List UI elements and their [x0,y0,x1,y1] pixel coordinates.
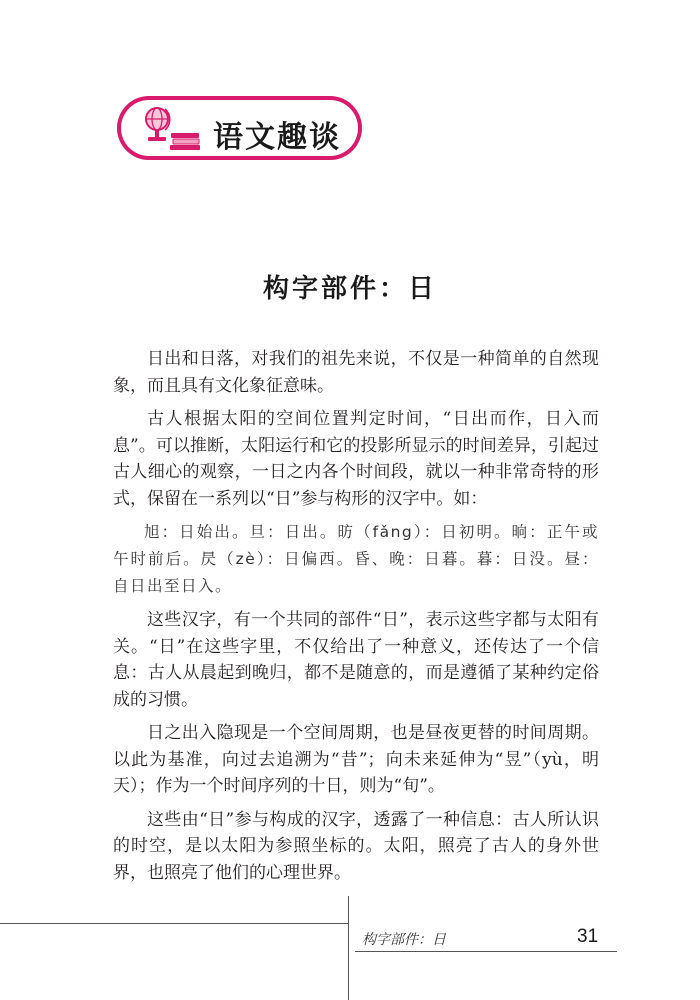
paragraph: 古人根据太阳的空间位置判定时间，“日出而作，日入而息”。可以推断，太阳运行和它的投影所显示的时间差异，引起过古人细心的观察，一日之内各个时间段，就以一种非常奇特的形式，保留在一系列以“日”参与构形的汉字中。如： [113,409,599,509]
page-number: 31 [577,926,599,947]
paragraph: 日之出入隐现是一个空间周期，也是昼夜更替的时间周期。以此为基准，向过去追溯为“昔”；向未来延伸为“昱”（yù，明天）；作为一个时间序列的十日，则为“旬”。 [113,723,599,796]
article-title: 构字部件：日 [262,274,437,304]
footer-underline [355,951,617,952]
example-paragraph: 旭：日始出。旦：日出。昉（fǎng）：日初明。晌：正午或午时前后。昃（zè）：日偏西。昏、晚：日暮。暮：日没。昼：自日出至日入。 [113,523,599,595]
globe-books-icon [135,103,207,155]
footer-divider-vertical [348,896,349,1000]
paragraph: 日出和日落，对我们的祖先来说，不仅是一种简单的自然现象，而且具有文化象征意味。 [113,349,599,396]
footer-divider-horizontal [0,923,348,924]
section-banner [117,96,362,160]
banner-inner [121,100,358,156]
paragraph: 这些汉字，有一个共同的部件“日”，表示这些字都与太阳有关。“日”在这些字里，不仅给出了一种意义，还传达了一个信息：古人从晨起到晚归，都不是随意的，而是遵循了某种约定俗成的习惯。 [113,610,599,710]
paragraph: 这些由“日”参与构成的汉字，透露了一种信息：古人所认识的时空，是以太阳为参照坐标的。太阳，照亮了古人的身外世界，也照亮了他们的心理世界。 [113,809,599,883]
article-body [113,346,599,893]
banner-title: 语文趣谈 [213,120,341,155]
running-title: 构字部件：日 [362,932,446,948]
